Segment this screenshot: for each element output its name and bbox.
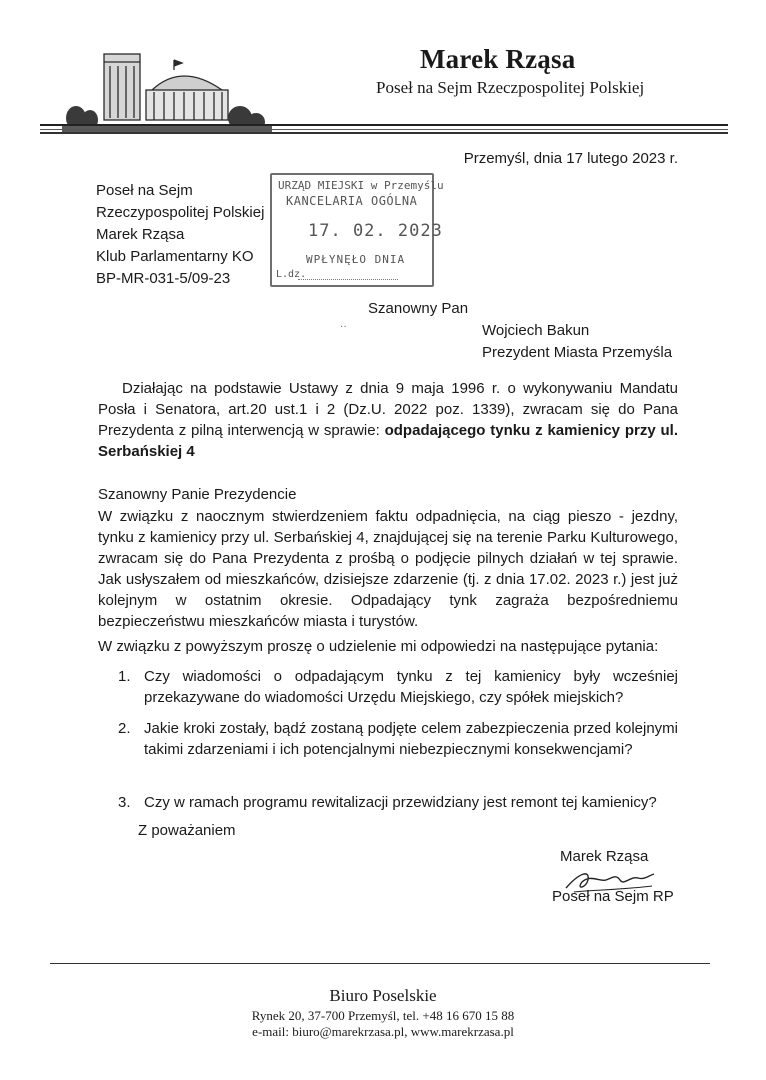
question-text: Czy w ramach programu rewitalizacji przewidziany jest remont tej kamienicy? [144, 794, 657, 811]
question-item [118, 718, 678, 760]
question-number: 2. [118, 720, 131, 737]
footer-rule [50, 963, 710, 964]
greeting: Szanowny Panie Prezydencie [98, 486, 297, 503]
sender-line: Rzeczypospolitej Polskiej [96, 204, 265, 221]
signature-role: Poseł na Sejm RP [552, 888, 674, 905]
addressee-line: Wojciech Bakun [482, 322, 590, 339]
question-text: Czy wiadomości o odpadającym tynku z tej kamienicy były wcześniej przekazywane do wiadomości Urzędu Miejskiego, czy spółek miejskich? [144, 668, 678, 706]
reception-stamp [270, 173, 444, 287]
stamp-department: KANCELARIA OGÓLNA [286, 194, 418, 208]
addressee-line: Prezydent Miasta Przemyśla [482, 344, 673, 361]
question-item [118, 666, 678, 708]
sender-line: BP-MR-031-5/09-23 [96, 270, 231, 287]
sender-line: Marek Rząsa [96, 226, 185, 243]
question-number: 3. [118, 794, 131, 811]
letterhead-name: Marek Rząsa [420, 44, 576, 74]
salutation: Szanowny Pan [368, 300, 469, 317]
closing: Z poważaniem [138, 822, 236, 839]
scan-speck: ·· [340, 322, 347, 333]
intro-paragraph [98, 378, 678, 462]
sender-block [96, 180, 264, 290]
intro-text: Działając na podstawie Ustawy z dnia 9 maja 1996 r. o wykonywaniu Mandatu Posła i Senatora, art.20 ust.1 i 2 (Dz.U. 2022 poz. 1339), zwracam się do Pana Prezydenta z pilną interwencją w sprawie: [98, 380, 678, 439]
stamp-ref-line [298, 279, 398, 280]
question-number: 1. [118, 668, 131, 685]
stamp-ref-label: L.dz. [276, 269, 307, 280]
footer-address: Rynek 20, 37-700 Przemyśl, tel. +48 16 670 15 88 [251, 1008, 515, 1023]
addressee-block [482, 320, 672, 364]
date-line: Przemyśl, dnia 17 lutego 2023 r. [463, 150, 678, 167]
letterhead-rule [40, 124, 728, 126]
stamp-received: WPŁYNĘŁO DNIA [306, 253, 406, 266]
stamp-office: URZĄD MIEJSKI w Przemyślu [278, 179, 444, 192]
stamp-date: 17. 02. 2023 [308, 221, 443, 241]
question-item [118, 792, 678, 813]
questions-intro: W związku z powyższym proszę o udzielenie mi odpowiedzi na następujące pytania: [98, 638, 659, 655]
footer-contact: e-mail: biuro@marekrzasa.pl, www.marekrzasa.pl [252, 1024, 514, 1039]
intro-subject: odpadającego tynku z kamienicy przy ul. Serbańskiej 4 [98, 422, 678, 460]
sender-line: Poseł na Sejm [96, 182, 193, 199]
body-paragraph: W związku z naocznym stwierdzeniem faktu odpadnięcia, na ciąg pieszo - jezdny, tynku z kamienicy przy ul. Serbańskiej 4, znajdującej się na terenie Parku Kulturowego, zwracam się do Pana Prezydenta z prośbą o podjęcie pilnych działań w tej sprawie. Jak usłyszałem od mieszkańców, dzisiejsze zdarzenie (tj. z dnia 17.02. 2023 r.) jest już kolejnym w ostatnim okresie. Odpadający tynk zagraża bezpośredniemu bezpieczeństwu mieszkańców miasta i turystów. [98, 508, 678, 630]
footer-title: Biuro Poselskie [329, 986, 437, 1005]
sender-line: Klub Parlamentarny KO [96, 248, 254, 265]
letterhead-subtitle: Poseł na Sejm Rzeczpospolitej Polskiej [376, 78, 645, 97]
letterhead-rule [40, 132, 728, 134]
question-text: Jakie kroki zostały, bądź zostaną podjęte celem zabezpieczenia przed kolejnymi takimi zdarzeniami i ich potencjalnymi niebezpiecznymi konsekwencjami? [144, 720, 678, 758]
signature-name: Marek Rząsa [560, 848, 649, 865]
letterhead-rule [40, 129, 728, 130]
